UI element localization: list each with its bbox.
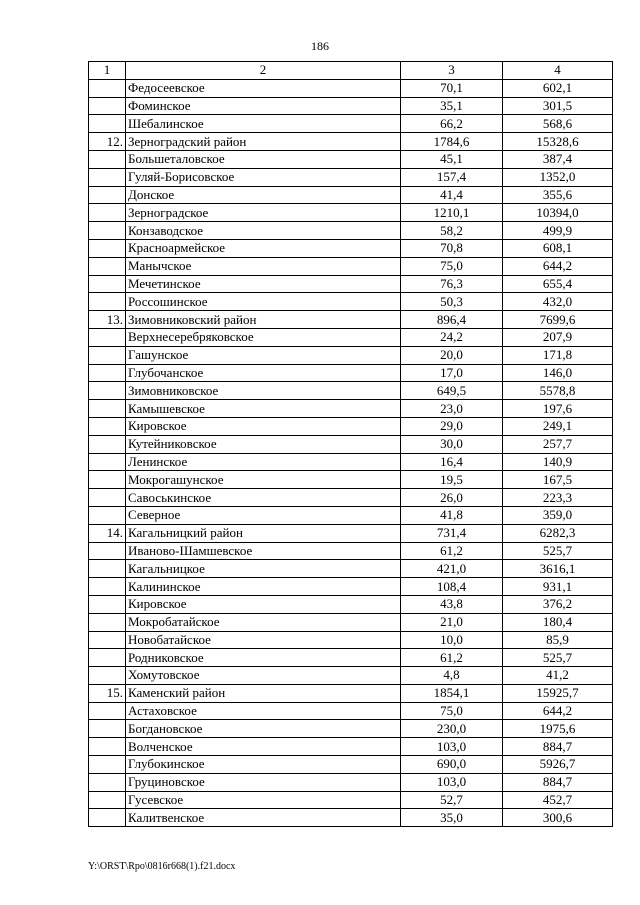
row-value-3: 16,4 (401, 453, 503, 471)
table-row (89, 524, 613, 542)
table-row (89, 382, 613, 400)
table-row (89, 738, 613, 756)
row-name: Конзаводское (126, 222, 401, 240)
row-value-4: 884,7 (503, 738, 613, 756)
row-number (89, 578, 126, 596)
row-value-3: 4,8 (401, 667, 503, 685)
row-number (89, 382, 126, 400)
row-value-4: 884,7 (503, 773, 613, 791)
table-row (89, 453, 613, 471)
row-name: Федосеевское (126, 79, 401, 97)
table-header-row (89, 62, 613, 80)
row-value-4: 1975,6 (503, 720, 613, 738)
row-name: Родниковское (126, 649, 401, 667)
row-value-4: 167,5 (503, 471, 613, 489)
row-name: Большеталовское (126, 150, 401, 168)
row-name: Мечетинское (126, 275, 401, 293)
row-value-3: 35,0 (401, 809, 503, 827)
row-value-3: 649,5 (401, 382, 503, 400)
row-name: Россошинское (126, 293, 401, 311)
row-value-3: 66,2 (401, 115, 503, 133)
row-number (89, 400, 126, 418)
row-value-4: 207,9 (503, 328, 613, 346)
row-value-3: 20,0 (401, 346, 503, 364)
table-row (89, 257, 613, 275)
row-value-3: 41,4 (401, 186, 503, 204)
table-row (89, 560, 613, 578)
row-number (89, 346, 126, 364)
row-name: Астаховское (126, 702, 401, 720)
table-row (89, 204, 613, 222)
row-number (89, 97, 126, 115)
table-row (89, 328, 613, 346)
table-row (89, 435, 613, 453)
row-name: Иваново-Шамшевское (126, 542, 401, 560)
row-name: Волченское (126, 738, 401, 756)
table-row (89, 649, 613, 667)
row-name: Савоськинское (126, 489, 401, 507)
row-value-3: 896,4 (401, 311, 503, 329)
row-name: Кутейниковское (126, 435, 401, 453)
row-value-4: 180,4 (503, 613, 613, 631)
row-value-3: 70,8 (401, 239, 503, 257)
row-name: Гуляй-Борисовское (126, 168, 401, 186)
row-name: Богдановское (126, 720, 401, 738)
row-name: Калитвенское (126, 809, 401, 827)
row-number (89, 186, 126, 204)
table-row (89, 791, 613, 809)
row-name: Кагальницкое (126, 560, 401, 578)
row-number: 14. (89, 524, 126, 542)
row-value-4: 355,6 (503, 186, 613, 204)
row-number (89, 364, 126, 382)
table-row (89, 720, 613, 738)
row-value-3: 43,8 (401, 595, 503, 613)
table-row (89, 702, 613, 720)
row-number (89, 328, 126, 346)
row-value-3: 70,1 (401, 79, 503, 97)
table-row (89, 275, 613, 293)
row-name: Кагальницкий район (126, 524, 401, 542)
table-row (89, 79, 613, 97)
row-value-3: 75,0 (401, 702, 503, 720)
table-row (89, 809, 613, 827)
row-value-3: 21,0 (401, 613, 503, 631)
row-value-4: 146,0 (503, 364, 613, 382)
row-value-4: 140,9 (503, 453, 613, 471)
row-number (89, 115, 126, 133)
row-value-4: 432,0 (503, 293, 613, 311)
table-row (89, 222, 613, 240)
row-number (89, 702, 126, 720)
table-row (89, 506, 613, 524)
row-name: Красноармейское (126, 239, 401, 257)
table-row (89, 417, 613, 435)
table-row (89, 400, 613, 418)
header-col-4: 4 (503, 62, 613, 80)
row-number (89, 756, 126, 774)
row-value-3: 24,2 (401, 328, 503, 346)
row-value-4: 931,1 (503, 578, 613, 596)
row-name: Кировское (126, 417, 401, 435)
table-row (89, 168, 613, 186)
row-name: Груциновское (126, 773, 401, 791)
row-name: Калининское (126, 578, 401, 596)
row-name: Мокрогашунское (126, 471, 401, 489)
row-number (89, 613, 126, 631)
row-name: Верхнесеребряковское (126, 328, 401, 346)
row-number: 15. (89, 684, 126, 702)
row-number (89, 720, 126, 738)
table-row (89, 684, 613, 702)
row-value-4: 452,7 (503, 791, 613, 809)
row-number (89, 222, 126, 240)
row-value-4: 301,5 (503, 97, 613, 115)
row-value-4: 5578,8 (503, 382, 613, 400)
row-value-3: 58,2 (401, 222, 503, 240)
row-value-4: 525,7 (503, 542, 613, 560)
table-row (89, 595, 613, 613)
data-table (88, 61, 613, 827)
row-number (89, 809, 126, 827)
row-number (89, 506, 126, 524)
row-value-3: 103,0 (401, 773, 503, 791)
row-value-4: 257,7 (503, 435, 613, 453)
row-value-3: 1854,1 (401, 684, 503, 702)
row-value-4: 655,4 (503, 275, 613, 293)
row-number (89, 542, 126, 560)
footer-file-path: Y:\ORST\Rpo\0816r668(1).f21.docx (88, 861, 236, 872)
table-row (89, 239, 613, 257)
row-name: Зимовниковский район (126, 311, 401, 329)
row-value-3: 19,5 (401, 471, 503, 489)
row-name: Донское (126, 186, 401, 204)
table-row (89, 773, 613, 791)
table-row (89, 542, 613, 560)
row-value-4: 387,4 (503, 150, 613, 168)
row-value-3: 731,4 (401, 524, 503, 542)
row-value-4: 359,0 (503, 506, 613, 524)
row-value-4: 568,6 (503, 115, 613, 133)
table-row (89, 631, 613, 649)
row-name: Хомутовское (126, 667, 401, 685)
row-value-3: 61,2 (401, 649, 503, 667)
table-row (89, 346, 613, 364)
row-value-3: 76,3 (401, 275, 503, 293)
header-col-1: 1 (89, 62, 126, 80)
table-row (89, 97, 613, 115)
table-row (89, 133, 613, 151)
row-name: Северное (126, 506, 401, 524)
row-number (89, 150, 126, 168)
row-number (89, 649, 126, 667)
row-number: 12. (89, 133, 126, 151)
row-value-4: 376,2 (503, 595, 613, 613)
row-number (89, 631, 126, 649)
table-row (89, 186, 613, 204)
row-value-4: 644,2 (503, 702, 613, 720)
row-number (89, 257, 126, 275)
row-number (89, 293, 126, 311)
table-row (89, 115, 613, 133)
row-value-3: 45,1 (401, 150, 503, 168)
row-value-4: 6282,3 (503, 524, 613, 542)
row-number (89, 275, 126, 293)
row-value-4: 602,1 (503, 79, 613, 97)
row-value-4: 608,1 (503, 239, 613, 257)
row-value-4: 499,9 (503, 222, 613, 240)
table-row (89, 667, 613, 685)
table-row (89, 150, 613, 168)
row-value-3: 52,7 (401, 791, 503, 809)
row-value-3: 61,2 (401, 542, 503, 560)
row-number (89, 471, 126, 489)
row-value-4: 223,3 (503, 489, 613, 507)
row-value-4: 171,8 (503, 346, 613, 364)
row-number: 13. (89, 311, 126, 329)
row-value-3: 103,0 (401, 738, 503, 756)
row-value-4: 3616,1 (503, 560, 613, 578)
row-value-3: 17,0 (401, 364, 503, 382)
row-value-4: 41,2 (503, 667, 613, 685)
row-value-3: 75,0 (401, 257, 503, 275)
row-name: Мокробатайское (126, 613, 401, 631)
row-name: Глубочанское (126, 364, 401, 382)
row-value-4: 15925,7 (503, 684, 613, 702)
row-value-3: 50,3 (401, 293, 503, 311)
row-name: Кировское (126, 595, 401, 613)
row-value-4: 1352,0 (503, 168, 613, 186)
row-value-3: 690,0 (401, 756, 503, 774)
row-value-3: 230,0 (401, 720, 503, 738)
table-row (89, 756, 613, 774)
row-value-4: 525,7 (503, 649, 613, 667)
row-value-3: 35,1 (401, 97, 503, 115)
row-name: Каменский район (126, 684, 401, 702)
row-name: Новобатайское (126, 631, 401, 649)
row-number (89, 417, 126, 435)
page-number: 186 (311, 39, 329, 53)
row-number (89, 560, 126, 578)
row-value-4: 15328,6 (503, 133, 613, 151)
row-name: Зерноградский район (126, 133, 401, 151)
row-number (89, 791, 126, 809)
row-name: Зимовниковское (126, 382, 401, 400)
row-name: Ленинское (126, 453, 401, 471)
row-name: Глубокинское (126, 756, 401, 774)
row-value-4: 249,1 (503, 417, 613, 435)
row-value-3: 421,0 (401, 560, 503, 578)
row-name: Фоминское (126, 97, 401, 115)
row-value-4: 10394,0 (503, 204, 613, 222)
row-number (89, 489, 126, 507)
row-number (89, 595, 126, 613)
row-name: Камышевское (126, 400, 401, 418)
row-value-4: 644,2 (503, 257, 613, 275)
table-row (89, 293, 613, 311)
row-number (89, 204, 126, 222)
row-number (89, 453, 126, 471)
header-col-2: 2 (126, 62, 401, 80)
row-number (89, 168, 126, 186)
table-row (89, 471, 613, 489)
row-value-3: 1784,6 (401, 133, 503, 151)
row-value-3: 30,0 (401, 435, 503, 453)
row-name: Зерноградское (126, 204, 401, 222)
row-value-3: 29,0 (401, 417, 503, 435)
row-number (89, 773, 126, 791)
row-number (89, 435, 126, 453)
row-value-4: 5926,7 (503, 756, 613, 774)
row-value-3: 41,8 (401, 506, 503, 524)
row-number (89, 239, 126, 257)
table-row (89, 489, 613, 507)
row-value-4: 7699,6 (503, 311, 613, 329)
row-value-3: 1210,1 (401, 204, 503, 222)
row-value-3: 26,0 (401, 489, 503, 507)
row-value-4: 197,6 (503, 400, 613, 418)
row-name: Манычское (126, 257, 401, 275)
table-row (89, 613, 613, 631)
row-number (89, 79, 126, 97)
header-col-3: 3 (401, 62, 503, 80)
table-row (89, 364, 613, 382)
row-value-3: 157,4 (401, 168, 503, 186)
row-number (89, 667, 126, 685)
row-value-3: 10,0 (401, 631, 503, 649)
table-row (89, 578, 613, 596)
row-number (89, 738, 126, 756)
row-value-3: 108,4 (401, 578, 503, 596)
row-value-3: 23,0 (401, 400, 503, 418)
row-name: Гусевское (126, 791, 401, 809)
row-name: Гашунское (126, 346, 401, 364)
row-name: Шебалинское (126, 115, 401, 133)
row-value-4: 300,6 (503, 809, 613, 827)
row-value-4: 85,9 (503, 631, 613, 649)
table-row (89, 311, 613, 329)
